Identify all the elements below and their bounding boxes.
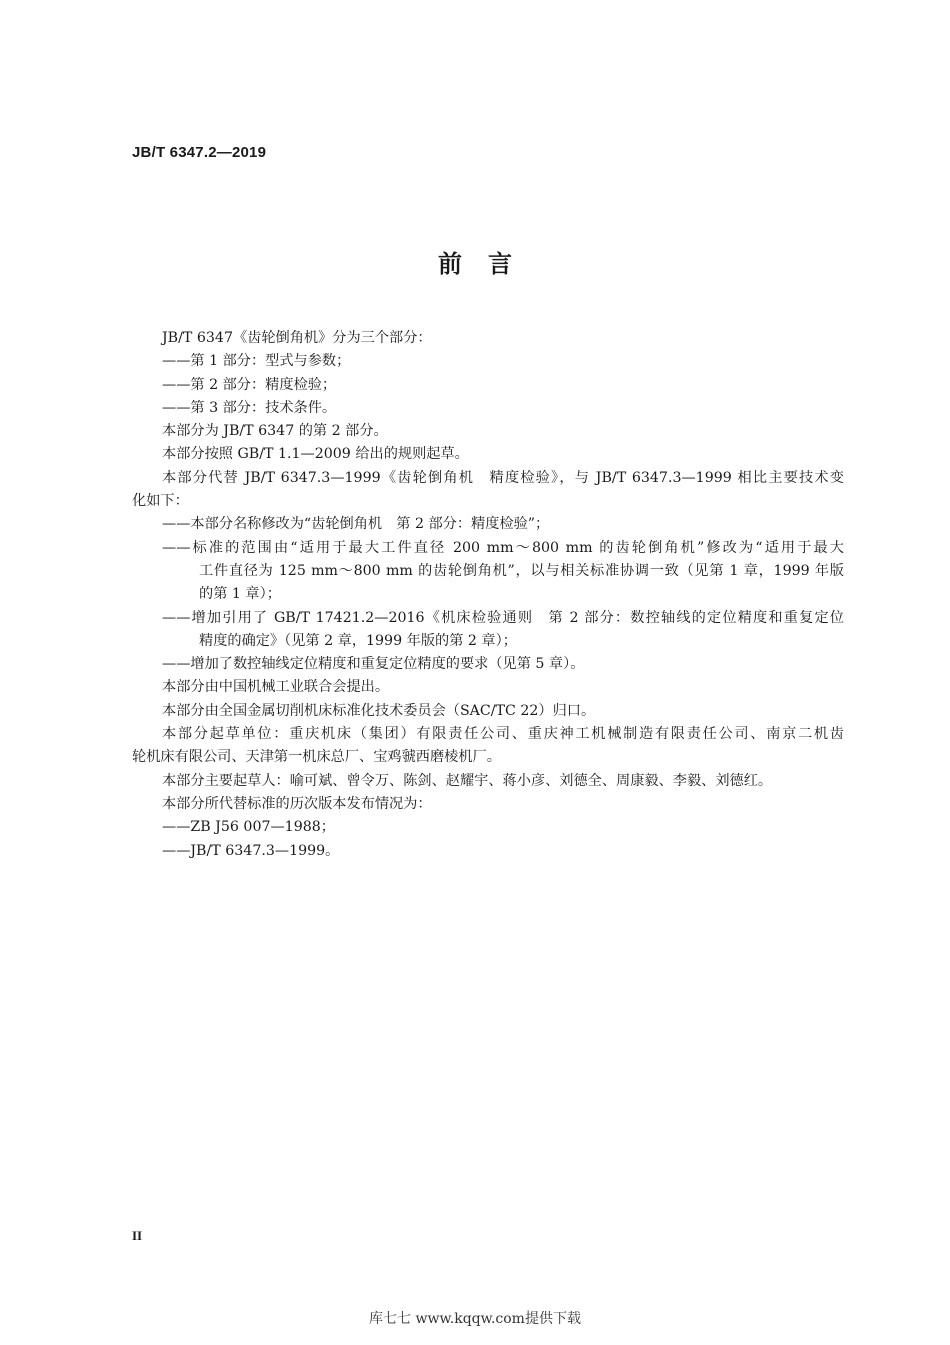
page-number: II	[132, 1228, 143, 1243]
footer-watermark: 库七七 www.kqqw.com提供下载	[369, 1311, 581, 1327]
paragraph-this-part: 本部分为 JB/T 6347 的第 2 部分。	[162, 423, 388, 440]
change-item-name: ——本部分名称修改为“齿轮倒角机 第 2 部分：精度检验”；	[162, 516, 550, 533]
paragraph-centralized-by: 本部分由全国金属切削机床标准化技术委员会（SAC/TC 22）归口。	[162, 702, 596, 719]
change-item-scope-line-3: 的第 1 章）；	[199, 586, 281, 603]
paragraph-drafting-units-line-1: 本部分起草单位：重庆机床（集团）有限责任公司、重庆神工机械制造有限责任公司、南京二机齿	[162, 726, 844, 743]
paragraph-proposed-by: 本部分由中国机械工业联合会提出。	[162, 679, 390, 696]
change-item-reference-line-1: ——增加引用了 GB/T 17421.2—2016《机床检验通则 第 2 部分：数控轴线的定位精度和重复定位	[162, 609, 844, 626]
paragraph-replaces-line-1: 本部分代替 JB/T 6347.3—1999《齿轮倒角机 精度检验》，与 JB/T 6347.3—1999 相比主要技术变	[162, 469, 844, 486]
history-item-1999: ——JB/T 6347.3—1999。	[162, 842, 340, 859]
change-item-reference-line-2: 精度的确定》（见第 2 章，1999 年版的第 2 章）；	[199, 632, 517, 649]
paragraph-history-intro: 本部分所代替标准的历次版本发布情况为：	[162, 795, 432, 812]
paragraph-drafting-rules: 本部分按照 GB/T 1.1—2009 给出的规则起草。	[162, 446, 469, 463]
page-title: 前言	[438, 250, 538, 278]
document-code: JB/T 6347.2—2019	[132, 144, 267, 161]
change-item-accuracy: ——增加了数控轴线定位精度和重复定位精度的要求（见第 5 章）。	[162, 656, 585, 673]
paragraph-parts-intro: JB/T 6347《齿轮倒角机》分为三个部分：	[162, 330, 432, 346]
paragraph-drafters: 本部分主要起草人：喻可斌、曾令万、陈剑、赵耀宇、蒋小彦、刘德全、周康毅、李毅、刘德红。	[162, 772, 773, 789]
paragraph-drafting-units-line-2: 轮机床有限公司、天津第一机床总厂、宝鸡虢西磨棱机厂。	[132, 749, 501, 766]
paragraph-replaces-line-2: 化如下：	[132, 493, 189, 510]
foreword-body	[132, 327, 844, 863]
change-item-scope-line-2: 工件直径为 125 mm～800 mm 的齿轮倒角机”，以与相关标准协调一致（见第 1 章，1999 年版	[199, 562, 844, 579]
list-item-part-3: ——第 3 部分：技术条件。	[162, 399, 337, 416]
list-item-part-2: ——第 2 部分：精度检验；	[162, 376, 337, 393]
list-item-part-1: ——第 1 部分：型式与参数；	[162, 353, 351, 370]
history-item-1988: ——ZB J56 007—1988；	[162, 819, 335, 836]
change-item-scope-line-1: ——标准的范围由“适用于最大工件直径 200 mm～800 mm 的齿轮倒角机”修改为“适用于最大	[162, 539, 844, 556]
